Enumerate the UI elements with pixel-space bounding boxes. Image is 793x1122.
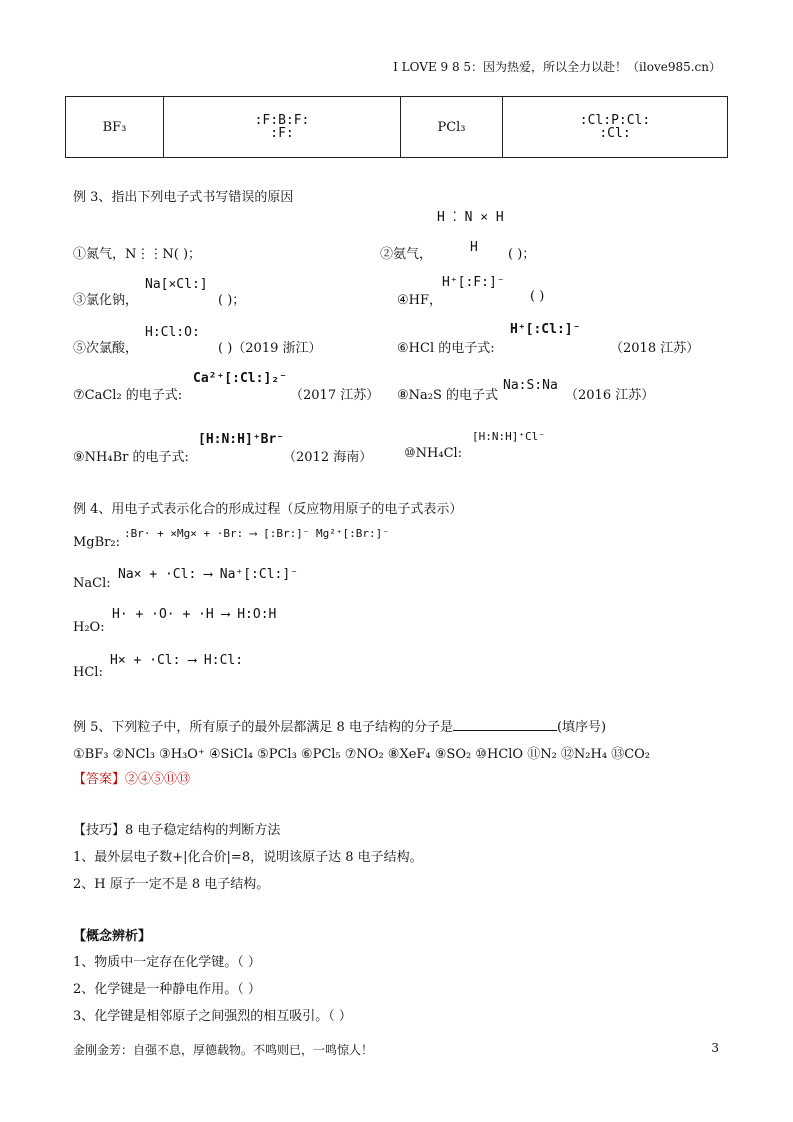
ex3-item1: ①氮气，N⋮⋮N( )； — [73, 247, 202, 262]
pcl3-formula-bottom: :Cl: — [599, 126, 631, 141]
example5-title — [73, 716, 606, 735]
ex3-item9-label: ⑨NH₄Br 的电子式: — [73, 450, 189, 465]
concept-line-2: 2、化学键是一种静电作用。（ ） — [73, 982, 261, 997]
ex3-item6-formula: H⁺[:Cl:]⁻ — [510, 322, 581, 337]
ex3-item8-formula: Na:S:Na — [503, 378, 558, 393]
ex3-item5-paren: ( )（2019 浙江） — [218, 341, 322, 356]
page-footer: 金刚金芳：自强不息，厚德载物。不鸣则已，一鸣惊人！ — [73, 1043, 374, 1057]
ex3-item2-paren: ( )； — [508, 247, 536, 262]
bf3-formula-bottom: :F: — [270, 126, 294, 141]
ex3-item7-label: ⑦CaCl₂ 的电子式: — [73, 388, 183, 403]
electron-formula-table — [65, 96, 728, 158]
concept-line-1: 1、物质中一定存在化学键。（ ） — [73, 955, 261, 970]
ex3-item4-paren: ( ) — [530, 289, 545, 304]
table-cell-pcl3-formula — [503, 97, 728, 158]
ex4-nacl-formula: Na× + ·Cl: ⟶ Na⁺[:Cl:]⁻ — [118, 567, 299, 582]
table-cell-bf3: BF₃ — [66, 97, 164, 158]
example5-answer: 【答案】②④⑤⑪⑬ — [73, 772, 191, 787]
ex4-h2o-formula: H· + ·O· + ·H ⟶ H:O:H — [112, 607, 277, 622]
ex4-hcl-formula: H× + ·Cl: ⟶ H:Cl: — [110, 653, 244, 668]
concept-line-3: 3、化学键是相邻原子之间强烈的相互吸引。（ ） — [73, 1009, 352, 1024]
page-header: I LOVE 9 8 5：因为热爱，所以全力以赴！（ilove985.cn） — [393, 60, 721, 74]
pcl3-formula-top: :Cl:P:Cl: — [579, 113, 651, 128]
concept-title: 【概念辨析】 — [73, 929, 152, 944]
ex4-mgbr2-label: MgBr₂: — [73, 535, 120, 550]
ex3-item10-label: ⑩NH₄Cl: — [404, 446, 463, 461]
page-number: 3 — [711, 1041, 719, 1055]
example4-title: 例 4、用电子式表示化合的形成过程（反应物用原子的电子式表示） — [73, 502, 463, 517]
ex3-item10-formula: [H:N:H]⁺Cl⁻ — [472, 430, 545, 443]
tips-title: 【技巧】8 电子稳定结构的判断方法 — [73, 823, 281, 838]
ex3-item6-note: （2018 江苏） — [610, 341, 700, 356]
ex3-item5-formula: H:Cl:O: — [145, 325, 200, 340]
bf3-formula-top: :F:B:F: — [254, 113, 310, 128]
ex3-item2-formula-top: H ⁚ N ⨯ H — [437, 210, 504, 225]
example5-options: ①BF₃ ②NCl₃ ③H₃O⁺ ④SiCl₄ ⑤PCl₃ ⑥PCl₅ ⑦NO₂ ⑧XeF₄ ⑨SO₂ ⑩HClO ⑪N₂ ⑫N₂H₄ ⑬CO₂ — [73, 747, 651, 762]
ex3-item4-formula: H⁺[:F:]⁻ — [442, 275, 505, 290]
ex3-item2-label: ②氨气， — [380, 247, 433, 262]
table-cell-pcl3: PCl₃ — [401, 97, 503, 158]
ex4-mgbr2-formula: :Br· + ×Mg× + ·Br: ⟶ [:Br:]⁻ Mg²⁺[:Br:]⁻ — [124, 527, 389, 540]
ex4-h2o-label: H₂O: — [73, 620, 105, 635]
example5-question: 例 5、下列粒子中，所有原子的最外层都满足 8 电子结构的分子是 — [73, 720, 453, 735]
example5-suffix: (填序号) — [556, 720, 607, 735]
ex4-hcl-label: HCl: — [73, 665, 103, 680]
ex3-item9-formula: [H:N:H]⁺Br⁻ — [198, 432, 285, 447]
ex3-item3-paren: ( )； — [218, 293, 246, 308]
ex3-item8-label: ⑧Na₂S 的电子式 — [397, 388, 499, 403]
tips-line-1: 1、最外层电子数+|化合价|=8，说明该原子达 8 电子结构。 — [73, 850, 423, 865]
table-cell-bf3-formula — [164, 97, 401, 158]
ex3-item6-label: ⑥HCl 的电子式: — [397, 341, 495, 356]
ex3-item4-label: ④HF， — [397, 293, 443, 308]
example3-title: 例 3、指出下列电子式书写错误的原因 — [73, 190, 294, 205]
ex3-item3-formula: Na[⨯Cl:] — [145, 277, 208, 292]
tips-line-2: 2、H 原子一定不是 8 电子结构。 — [73, 877, 270, 892]
ex3-item7-note: （2017 江苏） — [290, 388, 380, 403]
ex3-item3-label: ③氯化钠， — [73, 293, 139, 308]
ex3-item5-label: ⑤次氯酸， — [73, 341, 139, 356]
answer-blank — [453, 718, 557, 731]
ex3-item9-note: （2012 海南） — [283, 450, 373, 465]
ex3-item7-formula: Ca²⁺[:Cl:]₂⁻ — [193, 371, 287, 386]
ex4-nacl-label: NaCl: — [73, 576, 111, 591]
ex3-item2-formula-bottom: H — [470, 240, 478, 255]
ex3-item8-note: （2016 江苏） — [565, 388, 655, 403]
